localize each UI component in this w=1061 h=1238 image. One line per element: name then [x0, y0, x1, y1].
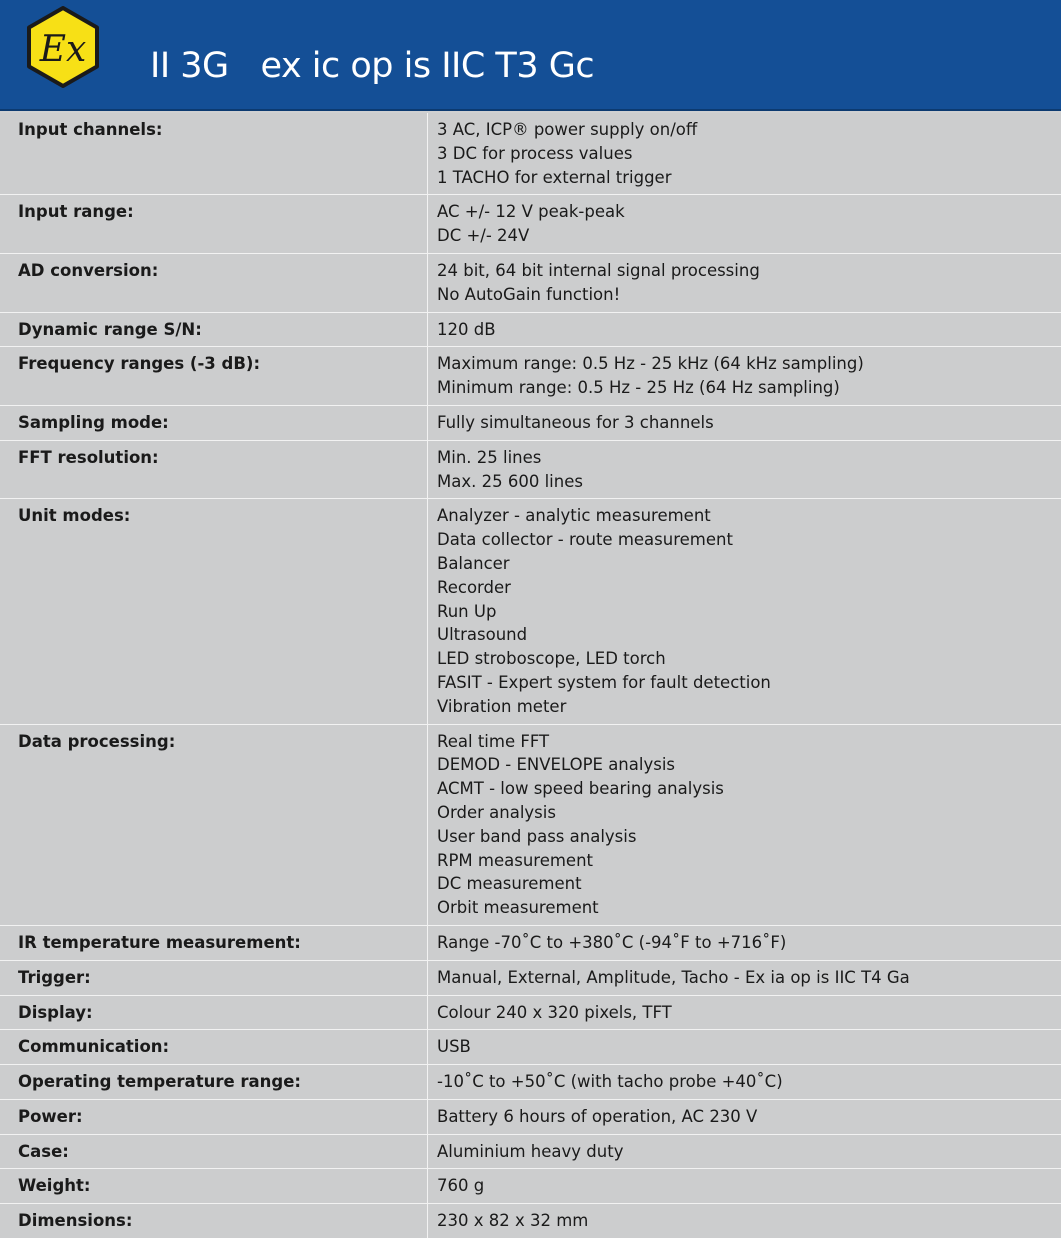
header-band [0, 0, 1061, 111]
spec-row [0, 346, 1061, 405]
spec-row [0, 253, 1061, 312]
spec-label: Frequency ranges (-3 dB): [0, 347, 428, 405]
spec-value-line: ACMT - low speed bearing analysis [437, 779, 724, 799]
spec-value-line: Fully simultaneous for 3 channels [437, 412, 714, 432]
spec-value [428, 725, 1061, 925]
spec-value-line: Colour 240 x 320 pixels, TFT [437, 1002, 672, 1022]
spec-label: Unit modes: [0, 499, 428, 723]
spec-value [428, 1065, 1061, 1099]
spec-row [0, 194, 1061, 253]
spec-row [0, 960, 1061, 995]
certification-title: II 3G ex ic op is IIC T3 Gc [150, 46, 595, 86]
spec-value-line: Range -70˚C to +380˚C (-94˚F to +716˚F) [437, 932, 787, 952]
spec-label: Trigger: [0, 961, 428, 995]
spec-value-line: 3 AC, ICP® power supply on/off [437, 120, 698, 139]
spec-value-line: Data collector - route measurement [437, 530, 733, 550]
spec-row [0, 1029, 1061, 1064]
spec-row [0, 498, 1061, 723]
spec-value-line: DC measurement [437, 874, 582, 894]
spec-label: Input range: [0, 195, 428, 253]
spec-label: Weight: [0, 1169, 428, 1203]
spec-value-line: DEMOD - ENVELOPE analysis [437, 755, 676, 775]
spec-value-line: Analyzer - analytic measurement [437, 506, 711, 526]
spec-value-line: FASIT - Expert system for fault detection [437, 672, 771, 692]
spec-value-line: LED stroboscope, LED torch [437, 649, 666, 669]
spec-value-line: Vibration meter [437, 696, 567, 716]
spec-value [428, 1100, 1061, 1134]
spec-value-line: Maximum range: 0.5 Hz - 25 kHz (64 kHz sampling) [437, 354, 864, 374]
spec-value-line: 120 dB [437, 319, 496, 339]
spec-value [428, 1169, 1061, 1203]
spec-value [428, 499, 1061, 723]
spec-label: Display: [0, 996, 428, 1030]
spec-value-line: User band pass analysis [437, 826, 637, 846]
spec-row [0, 113, 1061, 194]
spec-row [0, 925, 1061, 960]
spec-value-line: Minimum range: 0.5 Hz - 25 Hz (64 Hz sampling) [437, 378, 840, 398]
spec-value [428, 347, 1061, 405]
spec-value-line: 760 g [437, 1176, 485, 1196]
ex-logo-text: Ex [39, 29, 87, 70]
spec-value [428, 406, 1061, 440]
spec-value-line: Run Up [437, 601, 497, 621]
spec-value [428, 441, 1061, 499]
spec-value [428, 1204, 1061, 1238]
spec-value-line: RPM measurement [437, 850, 594, 870]
spec-label: Input channels: [0, 113, 428, 194]
spec-value [428, 1135, 1061, 1169]
spec-value-line: Aluminium heavy duty [437, 1141, 624, 1161]
spec-value-line: AC +/- 12 V peak-peak [437, 202, 625, 222]
spec-value [428, 113, 1061, 194]
spec-value-line: Order analysis [437, 802, 556, 822]
spec-value [428, 254, 1061, 312]
spec-label: Dynamic range S/N: [0, 313, 428, 347]
spec-value-line: Recorder [437, 577, 511, 597]
spec-value-line: Manual, External, Amplitude, Tacho - Ex ia op is IIC T4 Ga [437, 967, 910, 987]
spec-value-line: No AutoGain function! [437, 284, 621, 304]
spec-row [0, 440, 1061, 499]
spec-value-line: 24 bit, 64 bit internal signal processing [437, 260, 760, 280]
spec-value [428, 1030, 1061, 1064]
spec-value [428, 926, 1061, 960]
spec-label: Sampling mode: [0, 406, 428, 440]
spec-label: IR temperature measurement: [0, 926, 428, 960]
spec-label: Dimensions: [0, 1204, 428, 1238]
spec-value-line: 1 TACHO for external trigger [437, 167, 672, 187]
spec-row [0, 405, 1061, 440]
spec-value [428, 961, 1061, 995]
spec-value-line: Max. 25 600 lines [437, 471, 583, 491]
spec-value-line: DC +/- 24V [437, 226, 530, 246]
spec-row [0, 1168, 1061, 1203]
spec-table [0, 113, 1061, 1238]
spec-value [428, 996, 1061, 1030]
spec-row [0, 312, 1061, 347]
spec-label: Case: [0, 1135, 428, 1169]
spec-value-line: Min. 25 lines [437, 447, 542, 467]
spec-value-line: -10˚C to +50˚C (with tacho probe +40˚C) [437, 1072, 783, 1092]
spec-row [0, 995, 1061, 1030]
spec-value-line: Orbit measurement [437, 898, 599, 918]
spec-value-line: USB [437, 1037, 471, 1057]
spec-label: Communication: [0, 1030, 428, 1064]
spec-row [0, 1203, 1061, 1238]
ex-atex-icon [22, 6, 104, 88]
spec-label: AD conversion: [0, 254, 428, 312]
spec-value-line: Ultrasound [437, 625, 528, 645]
spec-label: Operating temperature range: [0, 1065, 428, 1099]
spec-value-line: Balancer [437, 553, 510, 573]
spec-row [0, 1099, 1061, 1134]
spec-row [0, 1064, 1061, 1099]
spec-value-line: Real time FFT [437, 731, 550, 751]
spec-label: Data processing: [0, 725, 428, 925]
spec-value-line: 3 DC for process values [437, 143, 633, 163]
spec-row [0, 1134, 1061, 1169]
spec-value [428, 195, 1061, 253]
spec-value [428, 313, 1061, 347]
spec-row [0, 724, 1061, 925]
spec-label: FFT resolution: [0, 441, 428, 499]
spec-value-line: Battery 6 hours of operation, AC 230 V [437, 1106, 758, 1126]
spec-label: Power: [0, 1100, 428, 1134]
spec-value-line: 230 x 82 x 32 mm [437, 1211, 589, 1231]
